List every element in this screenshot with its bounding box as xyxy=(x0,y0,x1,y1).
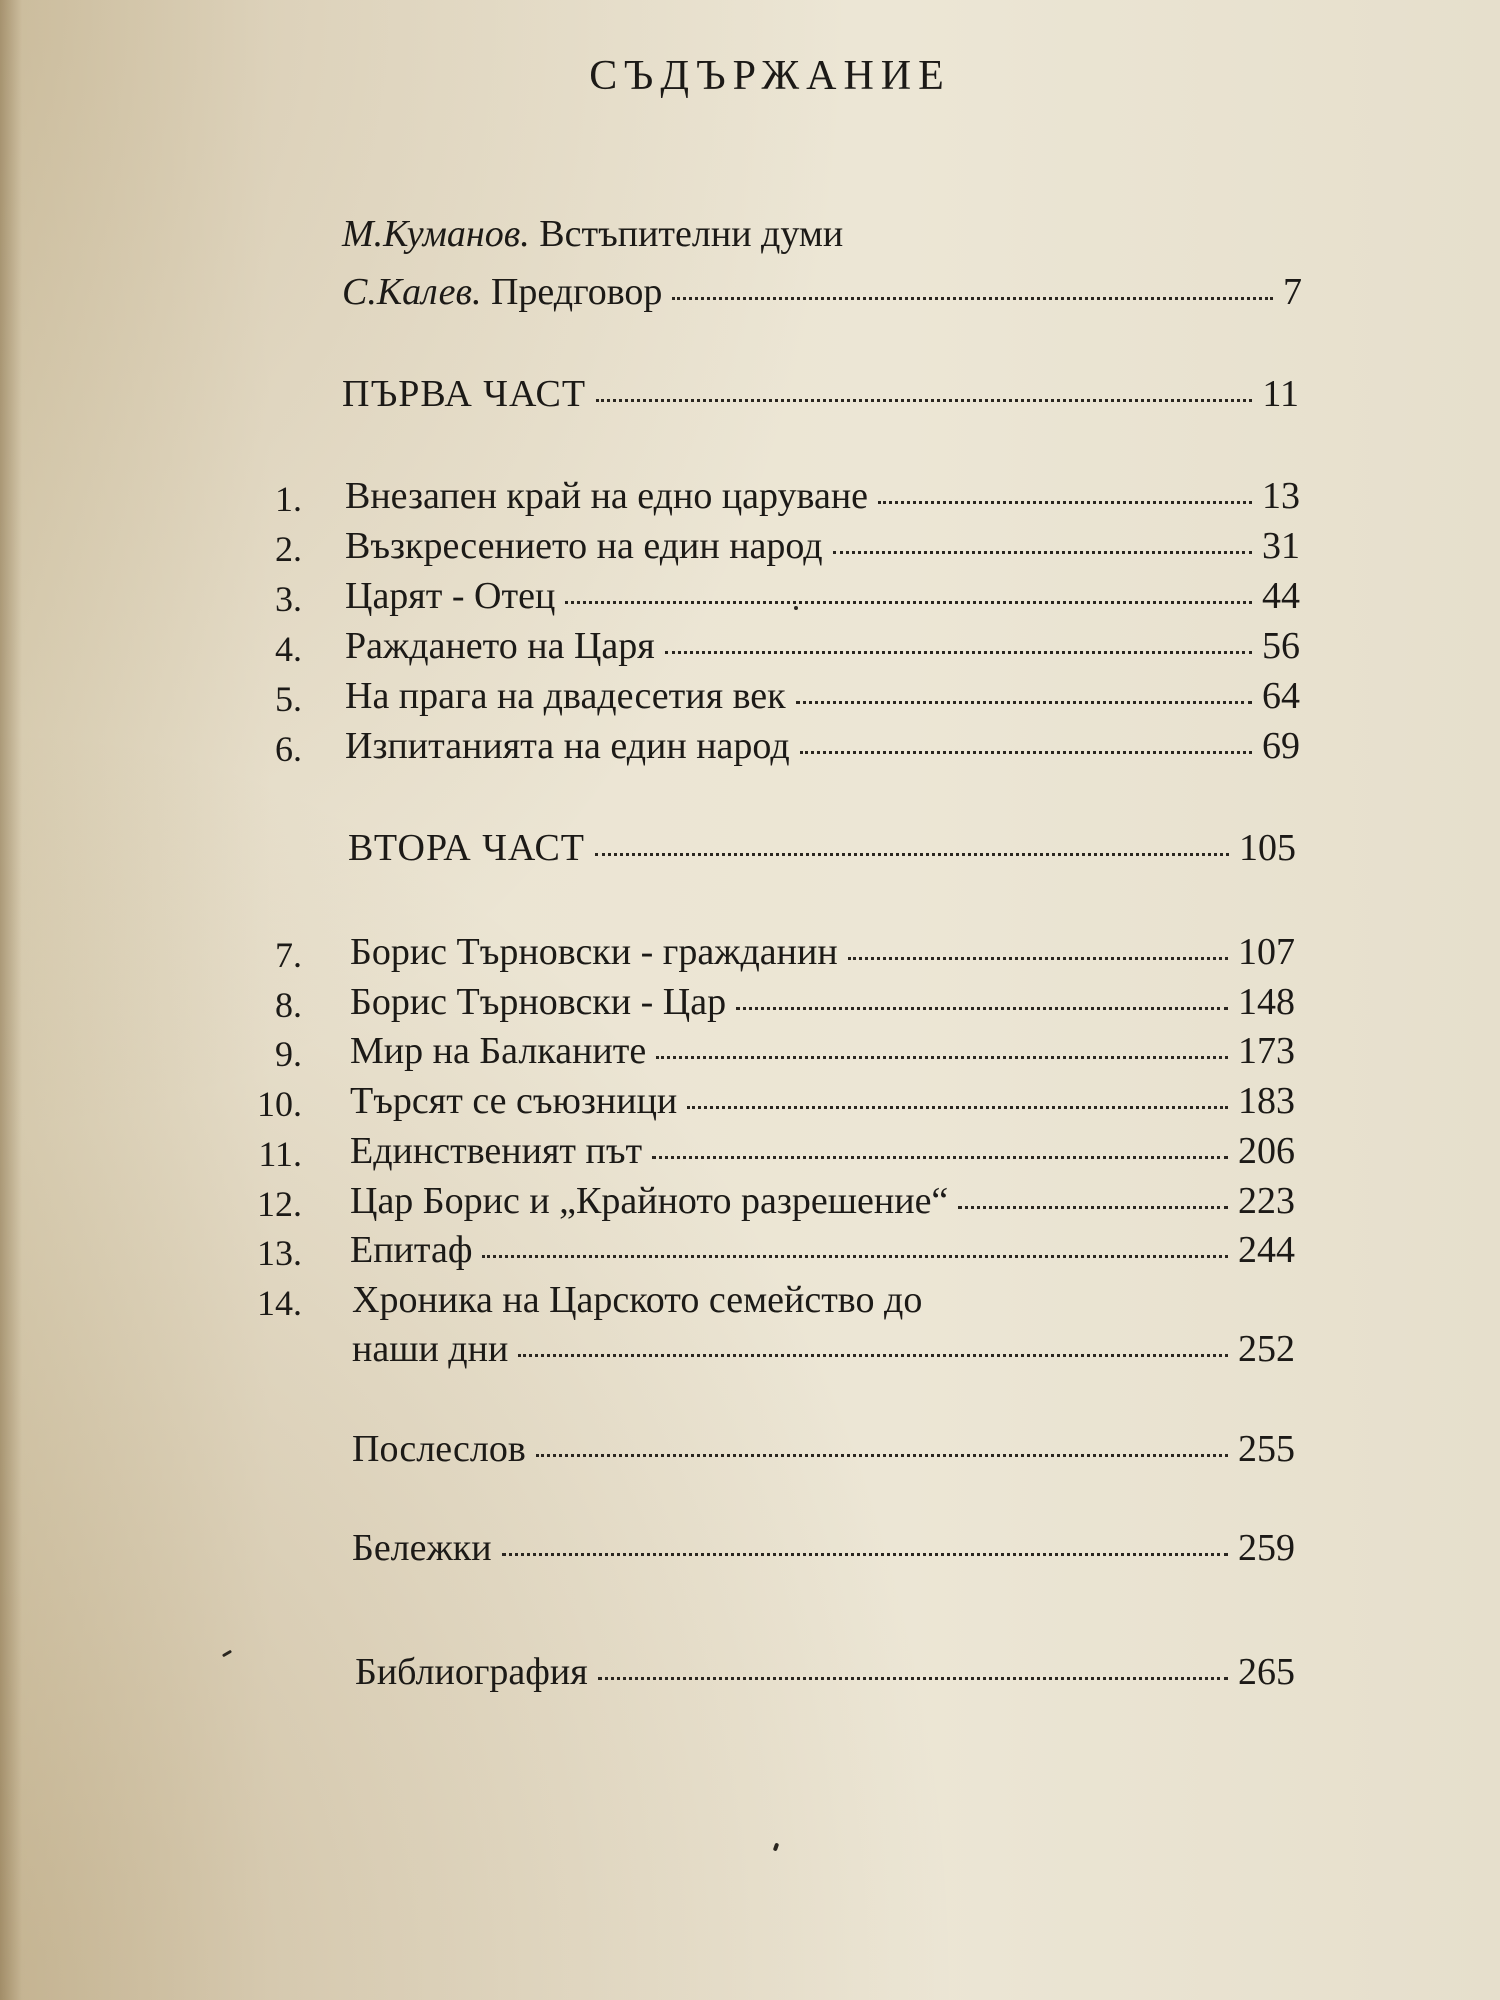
dot-leader xyxy=(595,852,1229,856)
toc-chapter xyxy=(345,524,1300,574)
chapter-number: 2. xyxy=(275,529,302,569)
toc-chapter xyxy=(352,1278,1297,1328)
toc-chapter xyxy=(350,980,1295,1030)
chapter-number: 14. xyxy=(257,1283,302,1323)
dot-leader xyxy=(652,1155,1228,1159)
dot-leader xyxy=(596,398,1252,402)
entry-page: 69 xyxy=(1262,725,1300,767)
entry-page: 259 xyxy=(1238,1527,1295,1569)
chapter-title-continued: наши дни xyxy=(352,1328,509,1370)
ink-speck xyxy=(773,1843,779,1852)
toc-part-one xyxy=(342,372,1299,422)
dot-leader xyxy=(736,1006,1228,1010)
entry-page: 31 xyxy=(1262,525,1300,567)
entry-page: 265 xyxy=(1238,1651,1295,1693)
entry-author: М.Куманов. xyxy=(342,213,530,255)
toc-entry-introduction xyxy=(342,212,1297,262)
entry-title: Послеслов xyxy=(352,1428,526,1470)
toc-chapter xyxy=(350,930,1295,980)
toc-chapter xyxy=(345,624,1300,674)
chapter-number: 12. xyxy=(257,1184,302,1224)
chapter-number: 8. xyxy=(275,985,302,1025)
entry-page: 107 xyxy=(1238,931,1295,973)
entry-title: Бележки xyxy=(352,1527,492,1569)
chapter-title: На прага на двадесетия век xyxy=(345,675,786,717)
entry-page: 183 xyxy=(1238,1080,1295,1122)
chapter-title: Хроника на Царското семейство до xyxy=(352,1279,923,1321)
dot-leader xyxy=(796,700,1252,704)
dot-leader xyxy=(656,1055,1228,1059)
chapter-title: Единственият път xyxy=(350,1130,643,1172)
chapter-title: Изпитанията на един народ xyxy=(345,725,790,767)
toc-chapter xyxy=(350,1228,1295,1278)
entry-title: Встъпителни думи xyxy=(539,213,844,255)
entry-author: С.Калев. xyxy=(342,271,482,313)
toc-entry-notes xyxy=(352,1526,1295,1576)
chapter-number: 5. xyxy=(275,679,302,719)
ink-speck xyxy=(222,1650,232,1658)
toc-chapter xyxy=(350,1129,1295,1179)
toc-chapter xyxy=(345,674,1300,724)
dot-leader xyxy=(687,1105,1228,1109)
entry-page: 11 xyxy=(1262,373,1299,415)
chapter-title: Търсят се съюзници xyxy=(350,1080,678,1122)
chapter-title: Раждането на Царя xyxy=(345,625,655,667)
dot-leader xyxy=(848,956,1228,960)
dot-leader xyxy=(536,1453,1228,1457)
entry-page: 148 xyxy=(1238,981,1295,1023)
dot-leader xyxy=(833,550,1252,554)
entry-title: Библиография xyxy=(355,1651,588,1693)
entry-page: 44 xyxy=(1262,575,1300,617)
chapter-title: Епитаф xyxy=(350,1229,473,1271)
chapter-number: 9. xyxy=(275,1034,302,1074)
chapter-title: Цар Борис и „Крайното разрешение“ xyxy=(350,1180,949,1222)
entry-page: 173 xyxy=(1238,1030,1295,1072)
chapter-title: Мир на Балканите xyxy=(350,1030,647,1072)
dot-leader xyxy=(958,1205,1228,1209)
dot-leader xyxy=(665,650,1252,654)
chapter-number: 7. xyxy=(275,935,302,975)
chapter-title: Внезапен край на едно царуване xyxy=(345,475,869,517)
entry-page: 206 xyxy=(1238,1130,1295,1172)
dot-leader xyxy=(482,1254,1228,1258)
toc-chapter xyxy=(350,1079,1295,1129)
part-label: ПЪРВА ЧАСТ xyxy=(342,373,587,415)
entry-page: 64 xyxy=(1262,675,1300,717)
toc-entry-bibliography xyxy=(355,1650,1295,1700)
chapter-number: 3. xyxy=(275,579,302,619)
dot-leader xyxy=(878,500,1252,504)
toc-chapter xyxy=(345,474,1300,524)
entry-page: 56 xyxy=(1262,625,1300,667)
chapter-title: Възкресението на един народ xyxy=(345,525,823,567)
chapter-title: Борис Търновски - Цар xyxy=(350,981,727,1023)
toc-entry-afterword xyxy=(352,1427,1295,1477)
dot-leader xyxy=(518,1353,1228,1357)
entry-page: 252 xyxy=(1238,1328,1295,1370)
toc-chapter xyxy=(345,724,1300,774)
ink-speck xyxy=(794,606,798,610)
dot-leader xyxy=(672,296,1273,300)
dot-leader xyxy=(565,600,1252,604)
chapter-number: 4. xyxy=(275,629,302,669)
dot-leader xyxy=(800,750,1252,754)
part-label: ВТОРА ЧАСТ xyxy=(348,827,586,869)
dot-leader xyxy=(502,1552,1228,1556)
entry-page: 7 xyxy=(1283,271,1302,313)
toc-chapter xyxy=(350,1029,1295,1079)
chapter-title: Царят - Отец xyxy=(345,575,556,617)
chapter-number: 10. xyxy=(257,1084,302,1124)
entry-page: 105 xyxy=(1239,827,1296,869)
toc-entry-foreword xyxy=(342,270,1302,320)
chapter-title: Борис Търновски - гражданин xyxy=(350,931,838,973)
entry-page: 244 xyxy=(1238,1229,1295,1271)
chapter-number: 1. xyxy=(275,479,302,519)
entry-title: Предговор xyxy=(490,271,663,313)
toc-part-two xyxy=(348,826,1296,876)
page-edge-shadow xyxy=(0,0,22,2000)
page-title: СЪДЪРЖАНИЕ xyxy=(589,53,951,99)
toc-chapter xyxy=(345,574,1300,624)
chapter-number: 11. xyxy=(258,1134,302,1174)
toc-chapter xyxy=(350,1179,1295,1229)
entry-page: 13 xyxy=(1262,475,1300,517)
chapter-number: 13. xyxy=(257,1233,302,1273)
toc-chapter-continuation xyxy=(352,1327,1295,1377)
entry-page: 223 xyxy=(1238,1180,1295,1222)
dot-leader xyxy=(598,1676,1228,1680)
chapter-number: 6. xyxy=(275,729,302,769)
entry-page: 255 xyxy=(1238,1428,1295,1470)
